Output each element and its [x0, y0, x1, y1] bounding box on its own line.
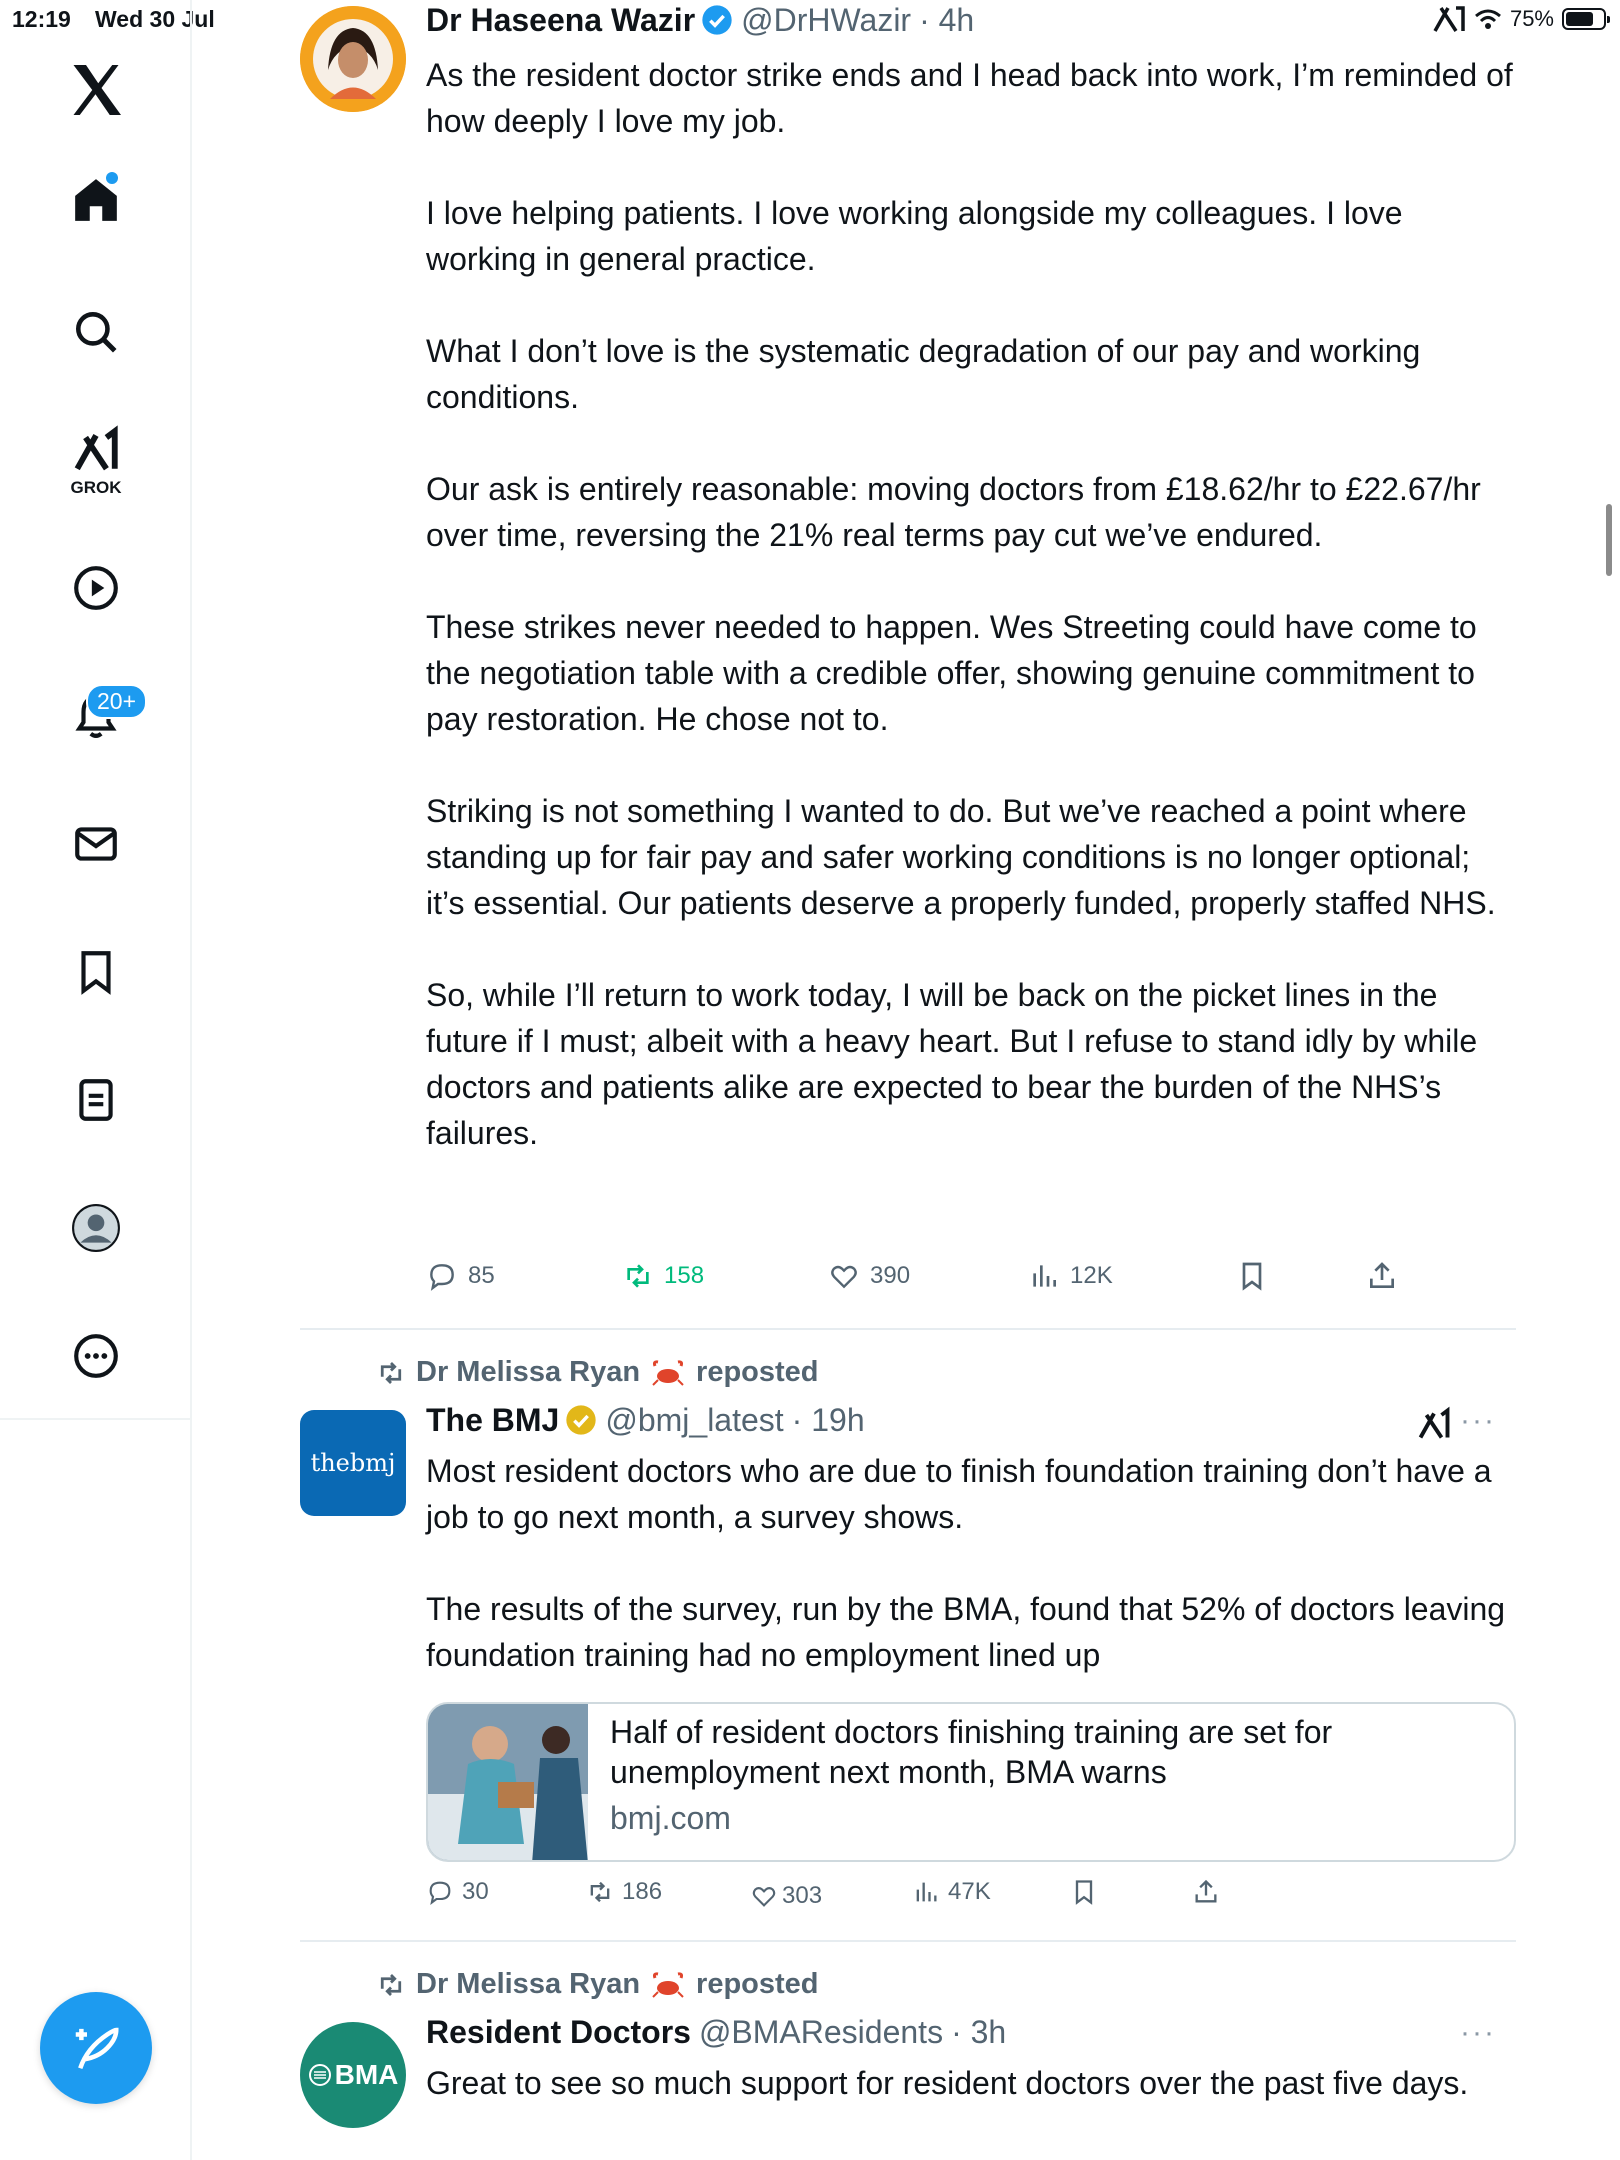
tweet-time[interactable]: · 19h	[791, 1401, 865, 1438]
list-icon	[71, 1075, 121, 1125]
bma-logo-icon	[308, 2063, 332, 2087]
battery-icon	[1562, 8, 1606, 30]
tweet-body	[426, 2012, 1516, 2106]
views-chart-icon	[1028, 1260, 1060, 1292]
compose-feather-icon	[69, 2021, 123, 2075]
avatar[interactable]	[300, 2022, 406, 2128]
tweet-time[interactable]: · 4h	[919, 1, 975, 38]
avatar[interactable]	[300, 1410, 406, 1516]
sidebar-item-bookmarks[interactable]	[56, 932, 136, 1012]
grok-label: GROK	[70, 478, 122, 497]
sidebar-item-home[interactable]	[56, 160, 136, 240]
tweet-actions	[426, 1878, 1516, 1918]
more-options-icon[interactable]: ···	[1460, 2016, 1496, 2049]
tweet-actions	[426, 1260, 1516, 1300]
crab-emoji-icon	[650, 1358, 686, 1388]
tweet-body	[426, 1400, 1516, 1678]
repost-small-icon	[376, 1970, 406, 2000]
tweet-text: As the resident doctor strike ends and I head back into work, I’m reminded of how deeply I love my job. I love helping patients. I love working alongside my colleagues. I love working in general practice. What I don’t love is the systematic degradation of our pay and working conditions. Our ask is entirely reasonable: moving doctors from £18.62/hr to £22.67/hr over time, reversing the 21% real terms pay cut we’ve endured. These strikes never needed to happen. Wes Streeting could have come to the negotiation table with a credible offer, showing genuine commitment to pay restoration. He chose not to. Striking is not something I wanted to do. But we’ve reached a point where standing up for fair pay and safer working conditions is no longer optional; it’s essential. Our patients deserve a properly funded, properly staffed NHS. So, while I’ll return to work today, I will be back on the picket lines in the future if I must; albeit with a heavy heart. But I refuse to stand idly by while doctors and patients alike are expected to bear the burden of the NHS’s failures.	[426, 57, 1513, 1151]
reply-button[interactable]	[426, 1878, 489, 1906]
share-icon	[1192, 1878, 1220, 1906]
like-button[interactable]	[750, 1882, 822, 1910]
home-unread-dot	[106, 172, 118, 184]
link-card-title: Half of resident doctors finishing training are set for unemployment next month, BMA warns	[610, 1714, 1333, 1790]
author-handle[interactable]: @bmj_latest	[605, 1401, 784, 1438]
sidebar-item-messages[interactable]	[56, 804, 136, 884]
bookmark-icon	[71, 947, 121, 997]
views-chart-icon	[912, 1878, 940, 1906]
link-card-text	[588, 1704, 1514, 1860]
repost-button[interactable]	[622, 1260, 704, 1292]
tweet-time[interactable]: · 3h	[951, 2013, 1007, 2050]
tweet-text: Great to see so much support for resident doctors over the past five days.	[426, 2065, 1469, 2101]
views-button[interactable]	[912, 1878, 991, 1906]
repost-context	[376, 1968, 819, 2001]
verified-gold-badge-icon	[565, 1404, 597, 1436]
reply-icon	[426, 1260, 458, 1292]
author-name[interactable]: Resident Doctors	[426, 2013, 691, 2050]
like-button[interactable]	[828, 1260, 910, 1292]
grok-icon	[71, 425, 121, 475]
avatar-logo-text: thebmj	[310, 1449, 396, 1477]
share-button[interactable]	[1366, 1260, 1398, 1292]
link-card[interactable]	[426, 1702, 1516, 1862]
compose-button[interactable]	[40, 1992, 152, 2104]
repost-button[interactable]	[586, 1878, 662, 1906]
verified-badge-icon	[701, 4, 733, 36]
bookmark-icon	[1236, 1260, 1268, 1292]
repost-label: reposted	[696, 1968, 819, 2000]
sidebar-item-more[interactable]	[56, 1316, 136, 1396]
reposter-name[interactable]: Dr Melissa Ryan	[416, 1356, 641, 1388]
repost-count: 186	[622, 1878, 663, 1905]
sidebar-nav	[0, 0, 192, 2160]
sidebar-item-lists[interactable]	[56, 1060, 136, 1140]
link-card-domain: bmj.com	[610, 1800, 731, 1836]
share-button[interactable]	[1192, 1878, 1220, 1906]
scrollbar[interactable]	[1606, 504, 1612, 576]
tweet-separator	[300, 1940, 1516, 1942]
search-icon	[71, 307, 121, 357]
like-count: 390	[870, 1262, 911, 1289]
author-name[interactable]: Dr Haseena Wazir	[426, 1, 696, 38]
repost-count: 158	[664, 1262, 705, 1289]
profile-avatar-icon	[71, 1203, 121, 1253]
mail-icon	[71, 819, 121, 869]
bookmark-button[interactable]	[1236, 1260, 1268, 1292]
views-button[interactable]	[1028, 1260, 1113, 1292]
battery-percent: 75%	[1509, 6, 1554, 31]
tweet-body	[426, 0, 1516, 1156]
reply-count: 30	[462, 1878, 489, 1905]
repost-small-icon	[376, 1358, 406, 1388]
avatar-logo-text: BMA	[334, 2059, 399, 2090]
tweet-text: Most resident doctors who are due to finish foundation training don’t have a job to go next month, a survey shows. The results of the survey, run by the BMA, found that 52% of doctors leaving foundation training had no employment lined up	[426, 1453, 1506, 1673]
heart-icon	[828, 1260, 860, 1292]
sidebar-item-video[interactable]	[56, 548, 136, 628]
link-card-image	[428, 1704, 588, 1862]
repost-icon	[622, 1260, 654, 1292]
more-options-icon[interactable]: ···	[1460, 1404, 1496, 1437]
x-logo-icon[interactable]	[66, 60, 126, 120]
sidebar-item-explore[interactable]	[56, 292, 136, 372]
doctor-photo-icon	[428, 1704, 588, 1862]
views-count: 47K	[948, 1878, 991, 1905]
more-circle-icon	[71, 1331, 121, 1381]
tweet-header	[426, 2012, 1516, 2052]
repost-context	[376, 1356, 819, 1389]
repost-icon	[586, 1878, 614, 1906]
reposter-name[interactable]: Dr Melissa Ryan	[416, 1968, 641, 2000]
author-handle[interactable]: @BMAResidents	[698, 2013, 944, 2050]
views-count: 12K	[1070, 1262, 1113, 1289]
sidebar-divider	[0, 1418, 192, 1420]
avatar[interactable]	[300, 6, 406, 112]
author-handle[interactable]: @DrHWazir	[741, 1, 912, 38]
share-icon	[1366, 1260, 1398, 1292]
status-time: 12:19	[12, 6, 71, 32]
heart-icon	[750, 1882, 778, 1910]
reply-icon	[426, 1878, 454, 1906]
avatar-photo-icon	[300, 6, 406, 112]
author-name[interactable]: The BMJ	[426, 1401, 560, 1438]
like-count: 303	[782, 1882, 823, 1909]
repost-label: reposted	[696, 1356, 819, 1388]
grok-analyze-icon[interactable]	[1416, 1406, 1452, 1442]
status-date: Wed 30 Jul	[95, 6, 215, 32]
play-icon	[71, 563, 121, 613]
sidebar-item-profile[interactable]	[56, 1188, 136, 1268]
tweet-separator	[300, 1328, 1516, 1330]
tweet-header	[426, 0, 1516, 40]
tweet-header	[426, 1400, 1516, 1440]
reply-count: 85	[468, 1262, 495, 1289]
bookmark-button[interactable]	[1070, 1878, 1098, 1906]
notifications-badge: 20+	[86, 684, 147, 719]
bookmark-icon	[1070, 1878, 1098, 1906]
crab-emoji-icon	[650, 1970, 686, 2000]
reply-button[interactable]	[426, 1260, 495, 1292]
